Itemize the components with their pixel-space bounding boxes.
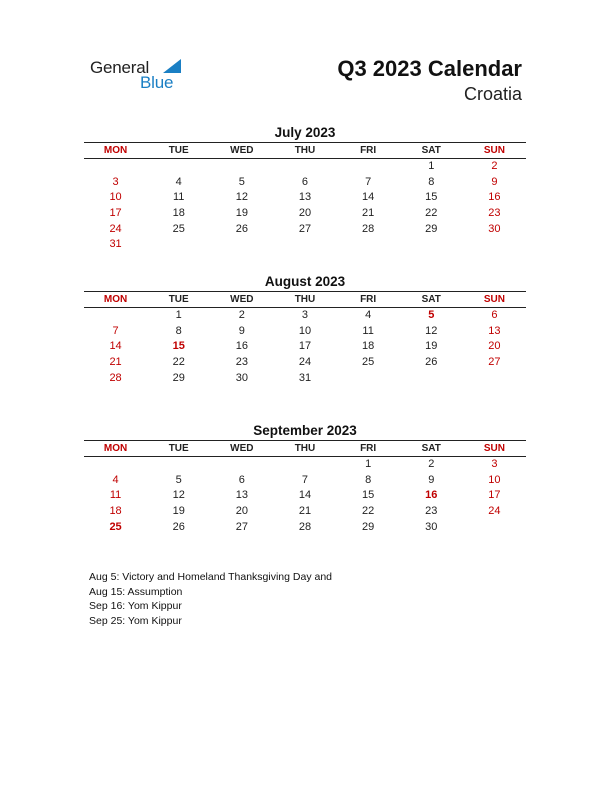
day-cell: 2 [238,309,245,321]
day-cell: 19 [235,207,248,220]
day-cell: 18 [172,207,185,220]
day-cell: 21 [362,207,375,220]
month-title: August 2023 [264,274,346,289]
day-cell: 20 [235,505,248,518]
day-cell: 21 [298,505,312,518]
holiday-note: Sep 25: Yom Kippur [89,614,182,627]
day-cell: 31 [298,371,312,384]
day-cell: 12 [235,191,248,204]
day-cell: 6 [491,309,498,321]
day-cell: 11 [173,191,185,204]
weekday-label: WED [230,145,254,156]
empty-day-cell [84,308,147,324]
week-row [84,473,526,489]
day-cell: 30 [425,520,438,533]
logo-triangle-icon [163,59,181,73]
day-cell: 16 [235,340,248,353]
weekday-label: SAT [421,443,441,454]
weekday-label: THU [294,145,316,156]
day-cell: 11 [109,489,122,502]
weekday-label: WED [230,443,254,454]
day-cell: 24 [109,222,122,235]
day-cell: 24 [488,505,501,518]
empty-day-cell [273,237,336,253]
day-cell: 4 [175,175,182,188]
holiday-note: Aug 5: Victory and Homeland Thanksgiving Day and [89,571,333,583]
day-cell: 28 [362,222,375,235]
weekday-label: MON [103,443,128,454]
empty-day-cell [84,159,147,175]
day-cell: 21 [109,356,122,369]
day-cell: 28 [298,520,312,533]
week-row [84,355,526,371]
day-cell: 20 [298,207,312,220]
day-cell: 23 [488,207,501,220]
week-row [84,457,526,473]
day-cell: 16 [425,489,438,502]
empty-day-cell [337,371,400,387]
weekday-label: THU [294,443,316,454]
day-cell: 7 [301,473,309,486]
week-row [84,222,526,238]
empty-day-cell [210,237,273,253]
month-block-september [84,422,526,535]
day-cell: 30 [488,222,501,235]
day-cell: 11 [362,324,374,337]
day-cell: 5 [428,309,435,321]
empty-day-cell [210,457,273,473]
week-row [84,371,526,387]
day-cell: 15 [362,489,375,502]
empty-day-cell [463,371,526,387]
day-cell: 10 [109,191,122,204]
day-cell: 26 [235,222,248,235]
weekday-header [84,440,526,457]
day-cell: 19 [425,340,438,353]
empty-day-cell [147,457,210,473]
day-cell: 15 [425,191,438,204]
day-cell: 26 [172,520,185,533]
day-cell: 1 [365,458,372,470]
empty-day-cell [273,457,336,473]
day-cell: 27 [298,222,312,235]
day-cell: 14 [298,489,312,502]
document-country: Croatia [463,84,522,104]
week-row [84,206,526,222]
day-cell: 9 [428,473,435,486]
week-row [84,488,526,504]
day-cell: 27 [488,356,501,369]
weekday-label: SAT [421,294,441,305]
day-cell: 29 [172,371,185,384]
weekday-label: FRI [360,294,377,305]
day-cell: 17 [488,489,501,502]
day-cell: 23 [235,356,248,369]
week-row [84,308,526,324]
weekday-label: WED [230,294,254,305]
weekday-header [84,142,526,159]
day-cell: 14 [362,191,375,204]
day-cell: 17 [109,207,122,220]
day-cell: 24 [298,356,312,369]
holiday-note: Sep 16: Yom Kippur [89,600,182,612]
month-block-august [84,273,526,386]
weekday-label: TUE [168,294,189,305]
week-row [84,159,526,175]
day-cell: 4 [365,309,372,321]
day-cell: 31 [109,238,122,251]
day-cell: 2 [428,458,435,470]
day-cell: 8 [175,324,182,337]
weekday-label: THU [294,294,316,305]
empty-day-cell [400,237,463,253]
month-weeks [84,159,526,253]
day-cell: 27 [235,520,248,533]
month-title: September 2023 [253,423,357,438]
day-cell: 9 [491,175,498,188]
day-cell: 2 [491,160,498,172]
brand-word-general: General [90,58,150,77]
day-cell: 28 [109,371,122,384]
day-cell: 30 [235,371,248,384]
empty-day-cell [147,237,210,253]
weekday-label: FRI [360,443,377,454]
day-cell: 25 [362,356,375,369]
holiday-note: Aug 15: Assumption [89,585,183,598]
day-cell: 26 [425,356,438,369]
empty-day-cell [337,159,400,175]
day-cell: 22 [362,505,375,518]
day-cell: 10 [298,324,312,337]
day-cell: 5 [175,473,182,486]
day-cell: 25 [172,222,185,235]
weekday-header [84,291,526,308]
day-cell: 16 [488,191,501,204]
day-cell: 14 [109,340,122,353]
day-cell: 29 [425,222,438,235]
empty-day-cell [337,237,400,253]
weekday-label: MON [103,145,128,156]
day-cell: 6 [238,473,245,486]
day-cell: 9 [238,324,245,337]
week-row [84,520,526,536]
day-cell: 20 [488,340,501,353]
brand-word-blue: Blue [140,73,174,92]
day-cell: 25 [109,520,122,533]
day-cell: 7 [112,324,119,337]
day-cell: 3 [301,309,309,321]
week-row [84,190,526,206]
day-cell: 10 [488,473,501,486]
weekday-label: TUE [168,443,189,454]
empty-day-cell [84,457,147,473]
day-cell: 3 [491,458,498,470]
empty-day-cell [147,159,210,175]
empty-day-cell [400,371,463,387]
month-weeks [84,308,526,386]
day-cell: 7 [365,175,372,188]
day-cell: 8 [428,175,435,188]
empty-day-cell [210,159,273,175]
week-row [84,504,526,520]
day-cell: 8 [365,473,372,486]
month-block-july [84,124,526,253]
weekday-label: MON [103,294,128,305]
weekday-label: SAT [421,145,441,156]
day-cell: 3 [112,175,119,188]
day-cell: 13 [488,324,501,337]
day-cell: 12 [425,324,438,337]
day-cell: 6 [301,175,309,188]
holiday-notes [89,570,332,628]
empty-day-cell [463,520,526,536]
weekday-label: SUN [483,145,505,156]
day-cell: 12 [172,489,185,502]
day-cell: 22 [172,356,185,369]
weekday-label: FRI [360,145,377,156]
month-weeks [84,457,526,535]
day-cell: 13 [298,191,312,204]
document-title: Q3 2023 Calendar [337,56,522,81]
day-cell: 19 [172,505,185,518]
day-cell: 18 [362,340,375,353]
day-cell: 15 [172,340,185,353]
day-cell: 23 [425,505,438,518]
day-cell: 1 [428,160,435,172]
weekday-label: SUN [483,443,505,454]
day-cell: 29 [362,520,375,533]
week-row [84,339,526,355]
day-cell: 1 [175,309,182,321]
empty-day-cell [273,159,336,175]
day-cell: 5 [238,175,245,188]
day-cell: 22 [425,207,438,220]
empty-day-cell [463,237,526,253]
day-cell: 18 [109,505,122,518]
month-title: July 2023 [274,125,336,140]
day-cell: 4 [112,473,119,486]
brand-logo [90,58,190,94]
weekday-label: TUE [168,145,189,156]
weekday-label: SUN [483,294,505,305]
week-row [84,175,526,191]
day-cell: 17 [298,340,312,353]
week-row [84,324,526,340]
week-row [84,237,526,253]
day-cell: 13 [235,489,248,502]
